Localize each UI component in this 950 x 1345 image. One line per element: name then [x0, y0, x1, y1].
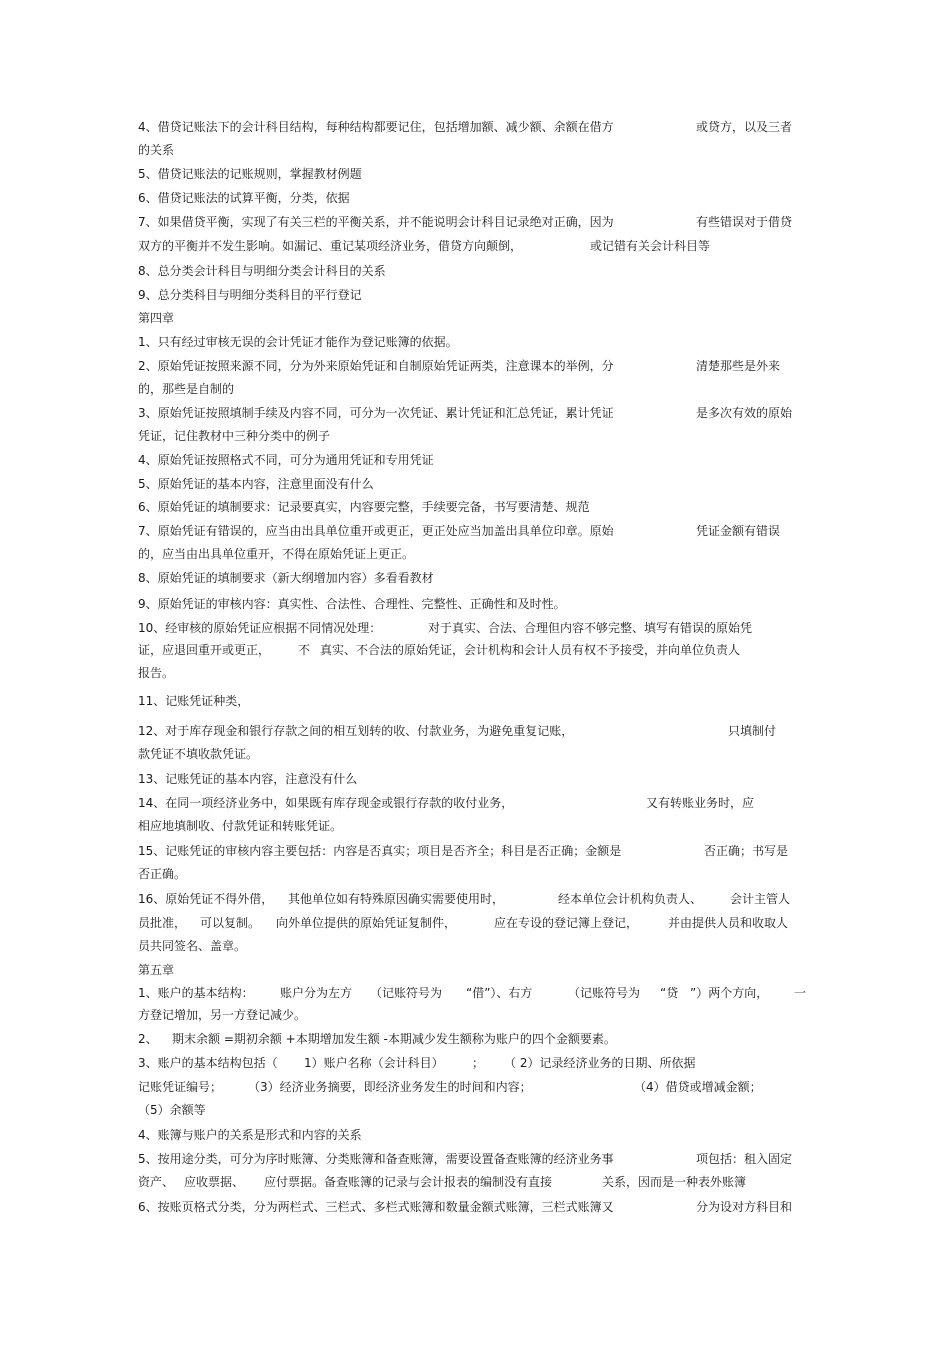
text-line: 凭证，记住教材中三种分类中的例子 [138, 429, 331, 443]
text-line: 证，应退回重开或更正， 不 真实、不合法的原始凭证，会计机构和会计人员有权不予接受，并向单位负责人 [138, 643, 741, 657]
text-line: 的，应当由出具单位重开，不得在原始凭证上更正。 [138, 547, 415, 561]
text-line: 6、借贷记账法的试算平衡，分类，依据 [138, 191, 350, 205]
text-line: 双方的平衡并不发生影响。如漏记、重记某项经济业务，借贷方向颠倒， 或记错有关会计科目等 [138, 239, 711, 253]
text-line: 12、对于库存现金和银行存款之间的相互划转的收、付款业务，为避免重复记账， 只填制付 [138, 724, 777, 738]
text-line: 9、总分类科目与明细分类科目的平行登记 [138, 288, 362, 302]
text-line: 16、原始凭证不得外借， 其他单位如有特殊原因确实需要使用时， 经本单位会计机构负责人、 会计主管人 [138, 892, 791, 906]
text-line: 6、按账页格式分类，分为两栏式、三栏式、多栏式账簿和数量金额式账簿，三栏式账簿又 分为设对方科目和 [138, 1200, 793, 1214]
text-line: 的，那些是自制的 [138, 382, 235, 396]
text-line: 9、原始凭证的审核内容：真实性、合法性、合理性、完整性、正确性和及时性。 [138, 597, 566, 611]
text-line: 8、原始凭证的填制要求（新大纲增加内容）多看看教材 [138, 571, 434, 585]
text-line: 4、账簿与账户的关系是形式和内容的关系 [138, 1128, 362, 1142]
text-line: 7、如果借贷平衡，实现了有关三栏的平衡关系，并不能说明会计科目记录绝对正确，因为 有些错误对于借贷 [138, 215, 793, 229]
text-line: 的关系 [138, 143, 175, 157]
text-line: 8、总分类会计科目与明细分类会计科目的关系 [138, 264, 386, 278]
text-line: 13、记账凭证的基本内容，注意没有什么 [138, 772, 358, 786]
text-line: （5）余额等 [138, 1103, 206, 1117]
text-line: 4、原始凭证按照格式不同，可分为通用凭证和专用凭证 [138, 453, 434, 467]
text-line: 报告。 [138, 666, 175, 680]
text-line: 相应地填制收、付款凭证和转账凭证。 [138, 819, 343, 833]
text-line: 5、原始凭证的基本内容，注意里面没有什么 [138, 477, 374, 491]
text-line: 员共同签名、盖章。 [138, 939, 247, 953]
chapter-heading: 第四章 [138, 311, 175, 325]
text-line: 15、记账凭证的审核内容主要包括：内容是否真实；项目是否齐全；科目是否正确；金额是 否正确；书写是 [138, 844, 789, 858]
text-line: 4、借贷记账法下的会计科目结构，每种结构都要记住，包括增加额、减少额、余额在借方 或贷方，以及三者 [138, 120, 793, 134]
text-line: 1、只有经过审核无误的会计凭证才能作为登记账簿的依据。 [138, 335, 458, 349]
text-line: 7、原始凭证有错误的，应当由出具单位重开或更正，更正处应当加盖出具单位印章。原始 凭证金额有错误 [138, 524, 781, 538]
text-line: 款凭证不填收款凭证。 [138, 747, 259, 761]
text-line: 方登记增加，另一方登记减少。 [138, 1008, 307, 1022]
text-line: 14、在同一项经济业务中，如果既有库存现金或银行存款的收付业务， 又有转账业务时，应 [138, 796, 755, 810]
text-line: 员批准， 可以复制。 向外单位提供的原始凭证复制件， 应在专设的登记簿上登记， 并由提供人员和收取人 [138, 916, 789, 930]
text-line: 资产、 应收票据、 应付票据。备查账簿的记录与会计报表的编制没有直接 关系，因而是一种表外账簿 [138, 1175, 747, 1189]
text-line: 2、原始凭证按照来源不同，分为外来原始凭证和自制原始凭证两类，注意课本的举例，分 清楚那些是外来 [138, 359, 781, 373]
text-line: 2、 期末余额 =期初余额 +本期增加发生额 -本期减少发生额称为账户的四个金额要素。 [138, 1032, 616, 1046]
text-line: 10、经审核的原始凭证应根据不同情况处理： 对于真实、合法、合理但内容不够完整、填写有错误的原始凭 [138, 621, 753, 635]
text-line: 6、原始凭证的填制要求：记录要真实，内容要完整，手续要完备，书写要清楚、规范 [138, 500, 590, 514]
text-line: 3、原始凭证按照填制手续及内容不同，可分为一次凭证、累计凭证和汇总凭证，累计凭证 是多次有效的原始 [138, 406, 793, 420]
chapter-heading: 第五章 [138, 963, 175, 977]
text-line: 1、账户的基本结构： 账户分为左方 （记账符号为 “借”）、右方 （记账符号为 “贷 ”）两个方向， 一 [138, 986, 807, 1000]
text-line: 记账凭证编号； （3）经济业务摘要，即经济业务发生的时间和内容； （4）借贷或增减金额； [138, 1080, 762, 1094]
text-line: 11、记账凭证种类， [138, 694, 250, 708]
text-line: 5、按用途分类，可分为序时账簿、分类账簿和备查账簿，需要设置备查账簿的经济业务事 项包括：租入固定 [138, 1152, 793, 1166]
text-line: 5、借贷记账法的记账规则，掌握教材例题 [138, 167, 362, 181]
text-line: 否正确。 [138, 867, 187, 881]
text-line: 3、账户的基本结构包括（ 1）账户名称（会计科目） ； （ 2）记录经济业务的日期、所依据 [138, 1056, 696, 1070]
